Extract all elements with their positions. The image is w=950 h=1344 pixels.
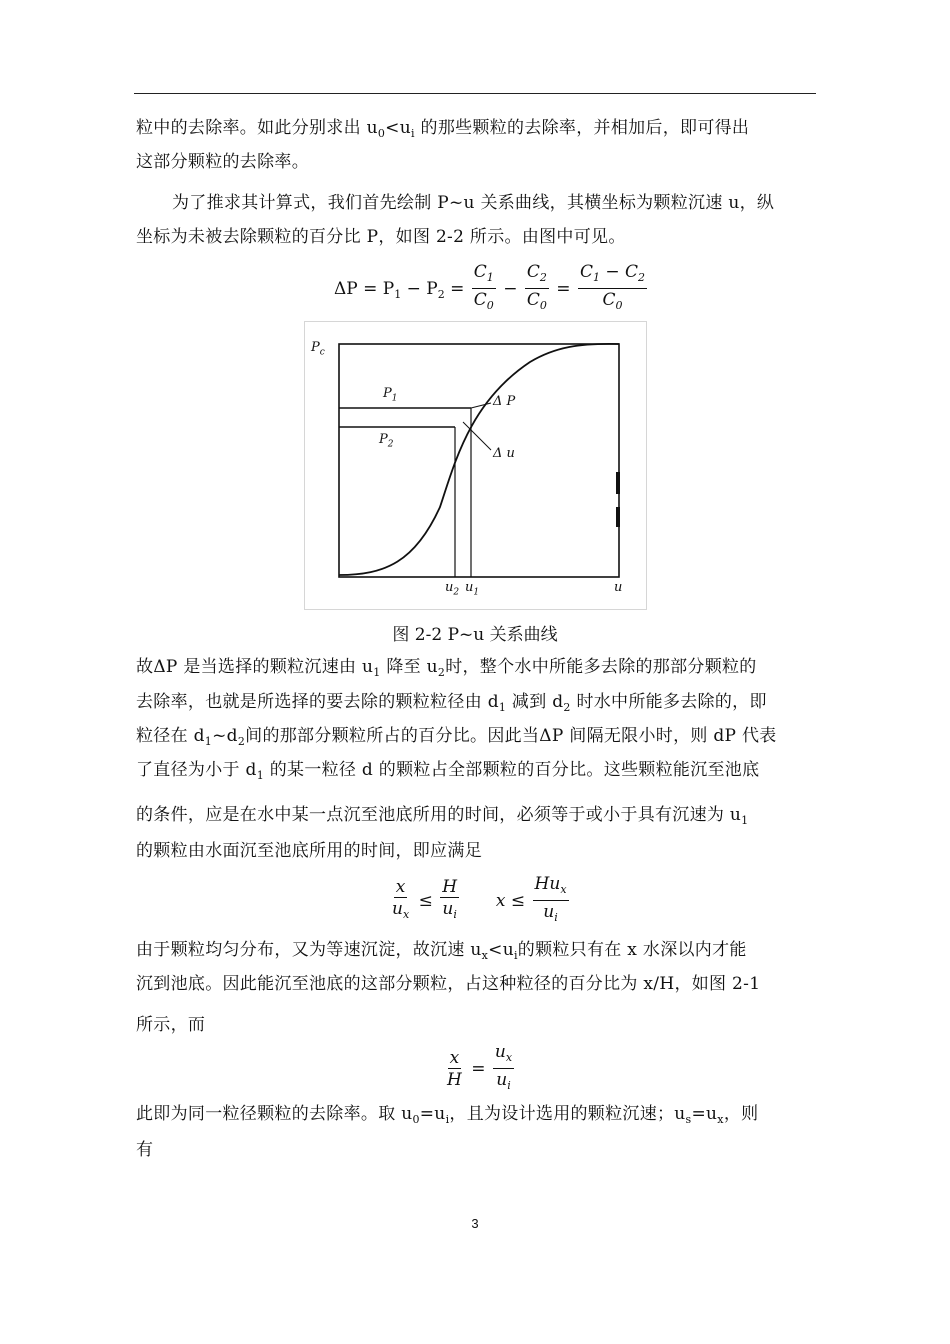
- text-line: 所示，而: [136, 1015, 206, 1035]
- text-line: 由于颗粒均匀分布，又为等速沉淀，故沉速 $u_x<u_i$的颗粒只有在 x 水深以内才能: [136, 940, 747, 962]
- text-line: 为了推求其计算式，我们首先绘制 P~u 关系曲线，其横坐标为颗粒沉速 u，纵: [172, 193, 775, 213]
- fraction: $\frac{C_2}{C_0}$: [526, 262, 547, 312]
- text-line: 此即为同一粒径颗粒的去除率。取 $u_0=u_i$，且为设计选用的颗粒沉速；$u_s=u_x$，则: [136, 1104, 759, 1126]
- dp-leader: [471, 403, 491, 408]
- text-line: 粒中的去除率。如此分别求出 $u_0<u_i$ 的那些颗粒的去除率，并相加后，即可得出: [136, 118, 750, 140]
- fraction: $\frac{C_1}{C_0}$: [473, 262, 494, 312]
- edge-mark: [616, 507, 620, 527]
- text-line: 沉到池底。因此能沉至池底的这部分颗粒，占这种粒径的百分比为 x/H，如图 2-1: [136, 974, 761, 994]
- edge-mark: [616, 472, 620, 494]
- plot-frame: [339, 344, 619, 577]
- equation-removal-rate: $\frac{x}{H}$ = $\frac{u_x}{u_i}$: [447, 1042, 513, 1092]
- u-axis-label: u: [614, 580, 623, 595]
- p-u-curve-plot: [305, 322, 646, 609]
- equation-delta-p: $\Delta P = P_1 - P_2$ = $\frac{C_1}{C_0}$ − $\frac{C_2}{C_0}$ = $\frac{C_1 - C_2}{C_0}$: [334, 262, 649, 317]
- text-line: 粒径在 $d_1\sim d_2$间的那部分颗粒所占的百分比。因此当ΔP 间隔无限小时，则 dP 代表: [136, 726, 777, 748]
- text-line: 了直径为小于 $d_1$ 的某一粒径 d 的颗粒占全部颗粒的百分比。这些颗粒能沉至池底: [136, 760, 760, 782]
- p1-label: $P_1$: [383, 386, 398, 404]
- text-line: 坐标为未被去除颗粒的百分比 P，如图 2-2 所示。由图中可见。: [136, 227, 626, 247]
- p2-label: $P_2$: [379, 432, 394, 450]
- text-line: 去除率，也就是所选择的要去除的颗粒粒径由 $d_1$ 减到 $d_2$ 时水中所能多去除的，即: [136, 692, 767, 714]
- fraction: $\frac{C_1 - C_2}{C_0}$: [579, 262, 646, 312]
- header-rule: [134, 93, 816, 94]
- page-number: 3: [471, 1216, 479, 1231]
- delta-p-label: Δ P: [493, 394, 516, 409]
- y-top-label: $P_c$: [311, 340, 325, 358]
- equation-settling-condition: $\frac{x}{u_x}$ ≤ $\frac{H}{u_i}$ x ≤ $\frac{Hu_x}{u_i}$: [392, 874, 567, 924]
- text-line: 的颗粒由水面沉至池底所用的时间，即应满足: [136, 841, 482, 861]
- u1-label: $u_1$: [465, 580, 480, 598]
- text-line: 有: [136, 1140, 154, 1160]
- delta-u-label: Δ u: [493, 446, 515, 461]
- figure-p-u-curve: [304, 321, 647, 610]
- text-line: 故ΔP 是当选择的颗粒沉速由 $u_1$ 降至 $u_2$时，整个水中所能多去除的那部分颗粒的: [136, 657, 757, 679]
- u2-label: $u_2$: [445, 580, 460, 598]
- curve: [339, 344, 619, 575]
- text-line: 这部分颗粒的去除率。: [136, 152, 309, 172]
- text-line: 的条件，应是在水中某一点沉至池底所用的时间，必须等于或小于具有沉速为 $u_1$: [136, 805, 749, 827]
- figure-caption: 图 2-2 P~u 关系曲线: [392, 625, 558, 645]
